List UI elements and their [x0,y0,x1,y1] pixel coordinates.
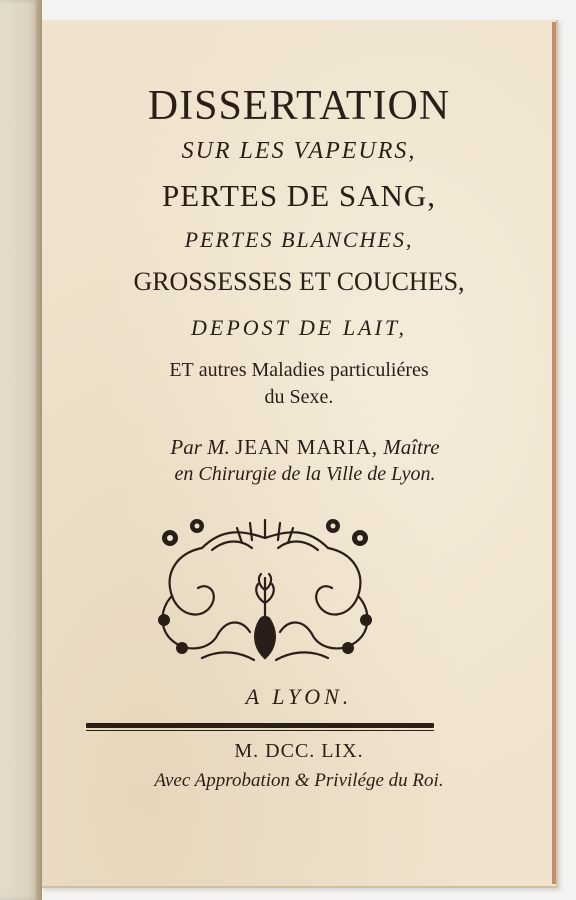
page-fore-edge [552,22,556,884]
subtitle-line-6-lead: ET [169,359,194,381]
royal-privilege: Avec Approbation & Privilége du Roi. [154,770,444,791]
subtitle-line-1: SUR LES VAPEURS, [181,138,417,164]
subtitle-line-3: PERTES BLANCHES, [184,227,414,252]
imprint-place: A LYON. [245,684,353,709]
book-title: DISSERTATION [147,83,451,129]
imprint-rule-thick [86,723,434,728]
book-cover-board [0,0,40,900]
imprint-rule-thin [86,730,434,731]
subtitle-line-6 [42,359,556,382]
author-title: Maître [377,435,440,459]
subtitle-line-2: PERTES DE SANG, [161,178,437,213]
subtitle-line-6-rest: autres Maladies particuliéres [193,359,429,381]
floral-vignette-ornament [142,508,388,668]
subtitle-line-5: DEPOST DE LAIT, [191,315,407,340]
subtitle-line-7: du Sexe. [264,386,334,408]
imprint-year: M. DCC. LIX. [234,740,364,762]
title-page [42,20,558,888]
author-line-1 [48,435,562,460]
author-name: JEAN MARIA, [235,435,378,459]
author-line-2: en Chirurgie de la Ville de Lyon. [174,463,436,485]
author-prefix: Par M. [170,435,236,459]
subtitle-line-4: GROSSESSES ET COUCHES, [133,267,465,296]
